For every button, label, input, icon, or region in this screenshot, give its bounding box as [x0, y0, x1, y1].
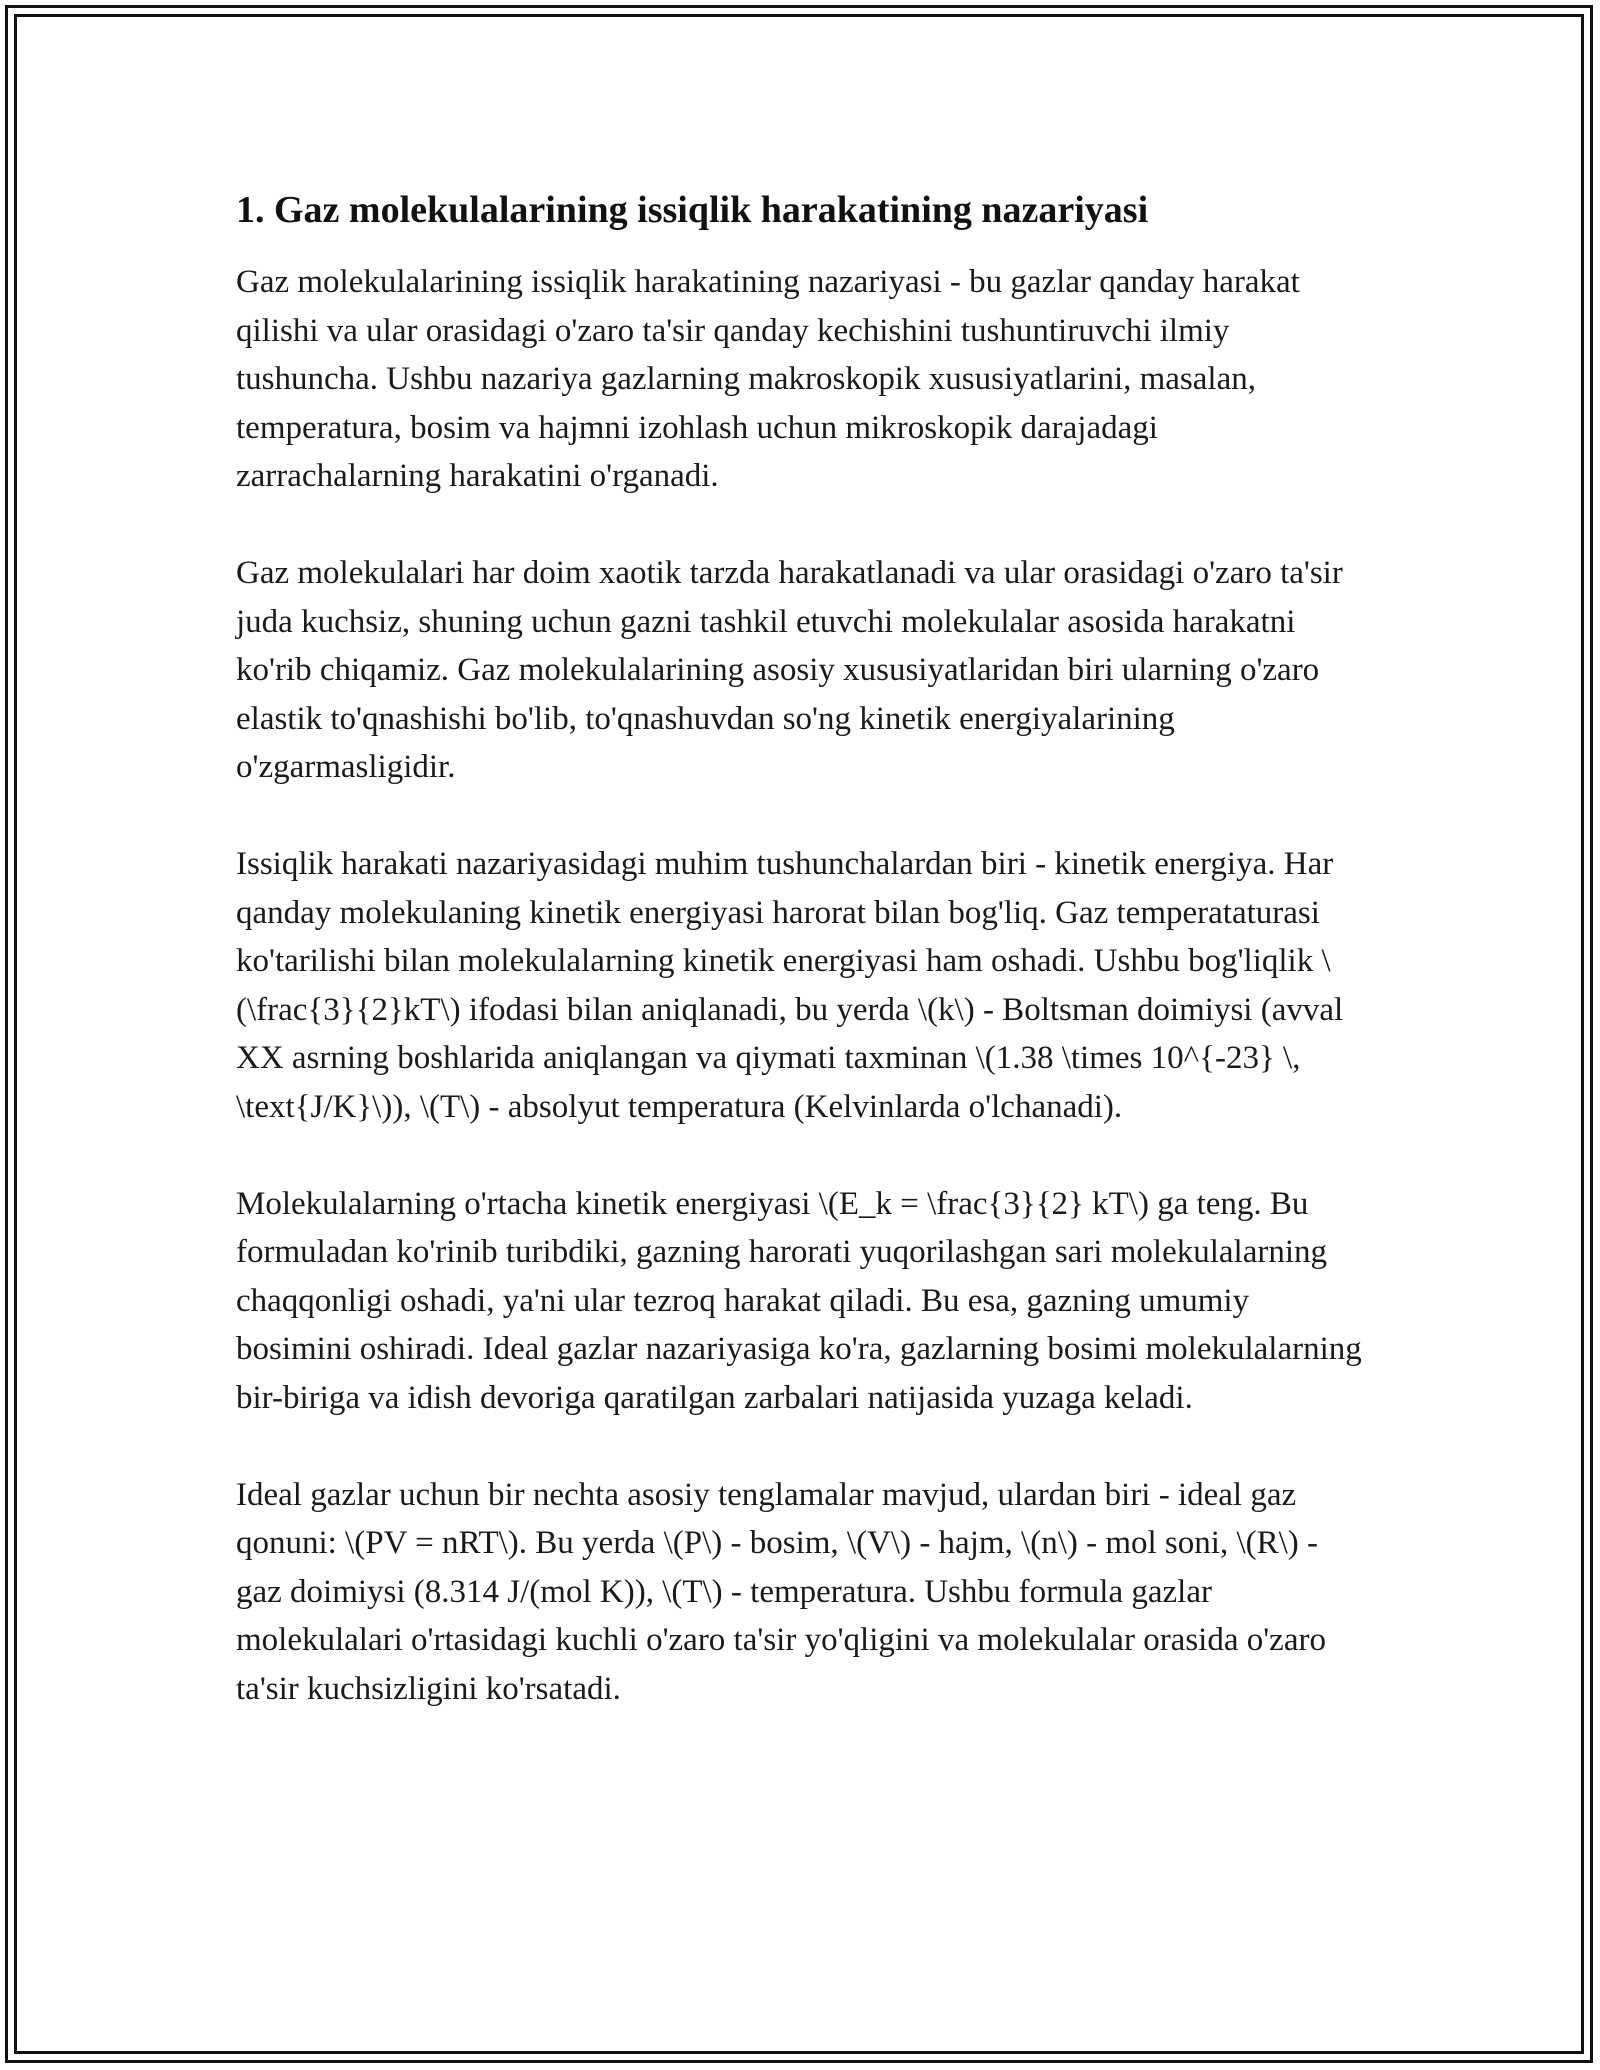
paragraph-5: Ideal gazlar uchun bir nechta asosiy tenglamalar mavjud, ulardan biri - ideal gaz qonuni: \(PV = nRT\). Bu yerda \(P\) - bosim, \(V\) - hajm, \(n\) - mol soni, \(R\) - gaz doimiysi (8.314 J/(mol K)), \(T\) - temperatura. Ushbu formula gazlar molekulalari o'rtasidagi kuchli o'zaro ta'sir yo'qligini va molekulalar orasida o'zaro ta'sir kuchsizligini ko'rsatadi.: [236, 1476, 1326, 1707]
document-title: 1. Gaz molekulalarining issiqlik harakatining nazariyasi: [236, 189, 1149, 231]
paragraph-1: Gaz molekulalarining issiqlik harakatining nazariyasi - bu gazlar qanday harakat qilishi va ular orasidagi o'zaro ta'sir qanday kechishini tushuntiruvchi ilmiy tushuncha. Ushbu nazariya gazlarning makroskopik xususiyatlarini, masalan, temperatura, bosim va hajmni izohlash uchun mikroskopik darajadagi zarrachalarning harakatini o'rganadi.: [236, 264, 1300, 494]
paragraph-3: Issiqlik harakati nazariyasidagi muhim tushunchalardan biri - kinetik energiya. Har qanday molekulaning kinetik energiyasi harorat bilan bog'liq. Gaz temperataturasi ko'tarilishi bilan molekulalarning kinetik energiyasi ham oshadi. Ushbu bog'liqlik \(\frac{3}{2}kT\) ifodasi bilan aniqlanadi, bu yerda \(k\) - Boltsman doimiysi (avval XX asrning boshlarida aniqlangan va qiymati taxminan \(1.38 \times 10^{-23} \, \text{J/K}\)), \(T\) - absolyut temperatura (Kelvinlarda o'lchanadi).: [236, 846, 1344, 1125]
document-body: [236, 186, 1364, 1762]
paragraph-2: Gaz molekulalari har doim xaotik tarzda harakatlanadi va ular orasidagi o'zaro ta'sir juda kuchsiz, shuning uchun gazni tashkil etuvchi molekulalar asosida harakatni ko'rib chiqamiz. Gaz molekulalarining asosiy xususiyatlaridan biri ularning o'zaro elastik to'qnashishi bo'lib, to'qnashuvdan so'ng kinetik energiyalarining o'zgarmasligidir.: [236, 555, 1343, 785]
paragraph-4: Molekulalarning o'rtacha kinetik energiyasi \(E_k = \frac{3}{2} kT\) ga teng. Bu formuladan ko'rinib turibdiki, gazning harorati yuqorilashgan sari molekulalarning chaqqonligi oshadi, ya'ni ular tezroq harakat qiladi. Bu esa, gazning umumiy bosimini oshiradi. Ideal gazlar nazariyasiga ko'ra, gazlarning bosimi molekulalarning bir-biriga va idish devoriga qaratilgan zarbalari natijasida yuzaga keladi.: [236, 1185, 1362, 1416]
